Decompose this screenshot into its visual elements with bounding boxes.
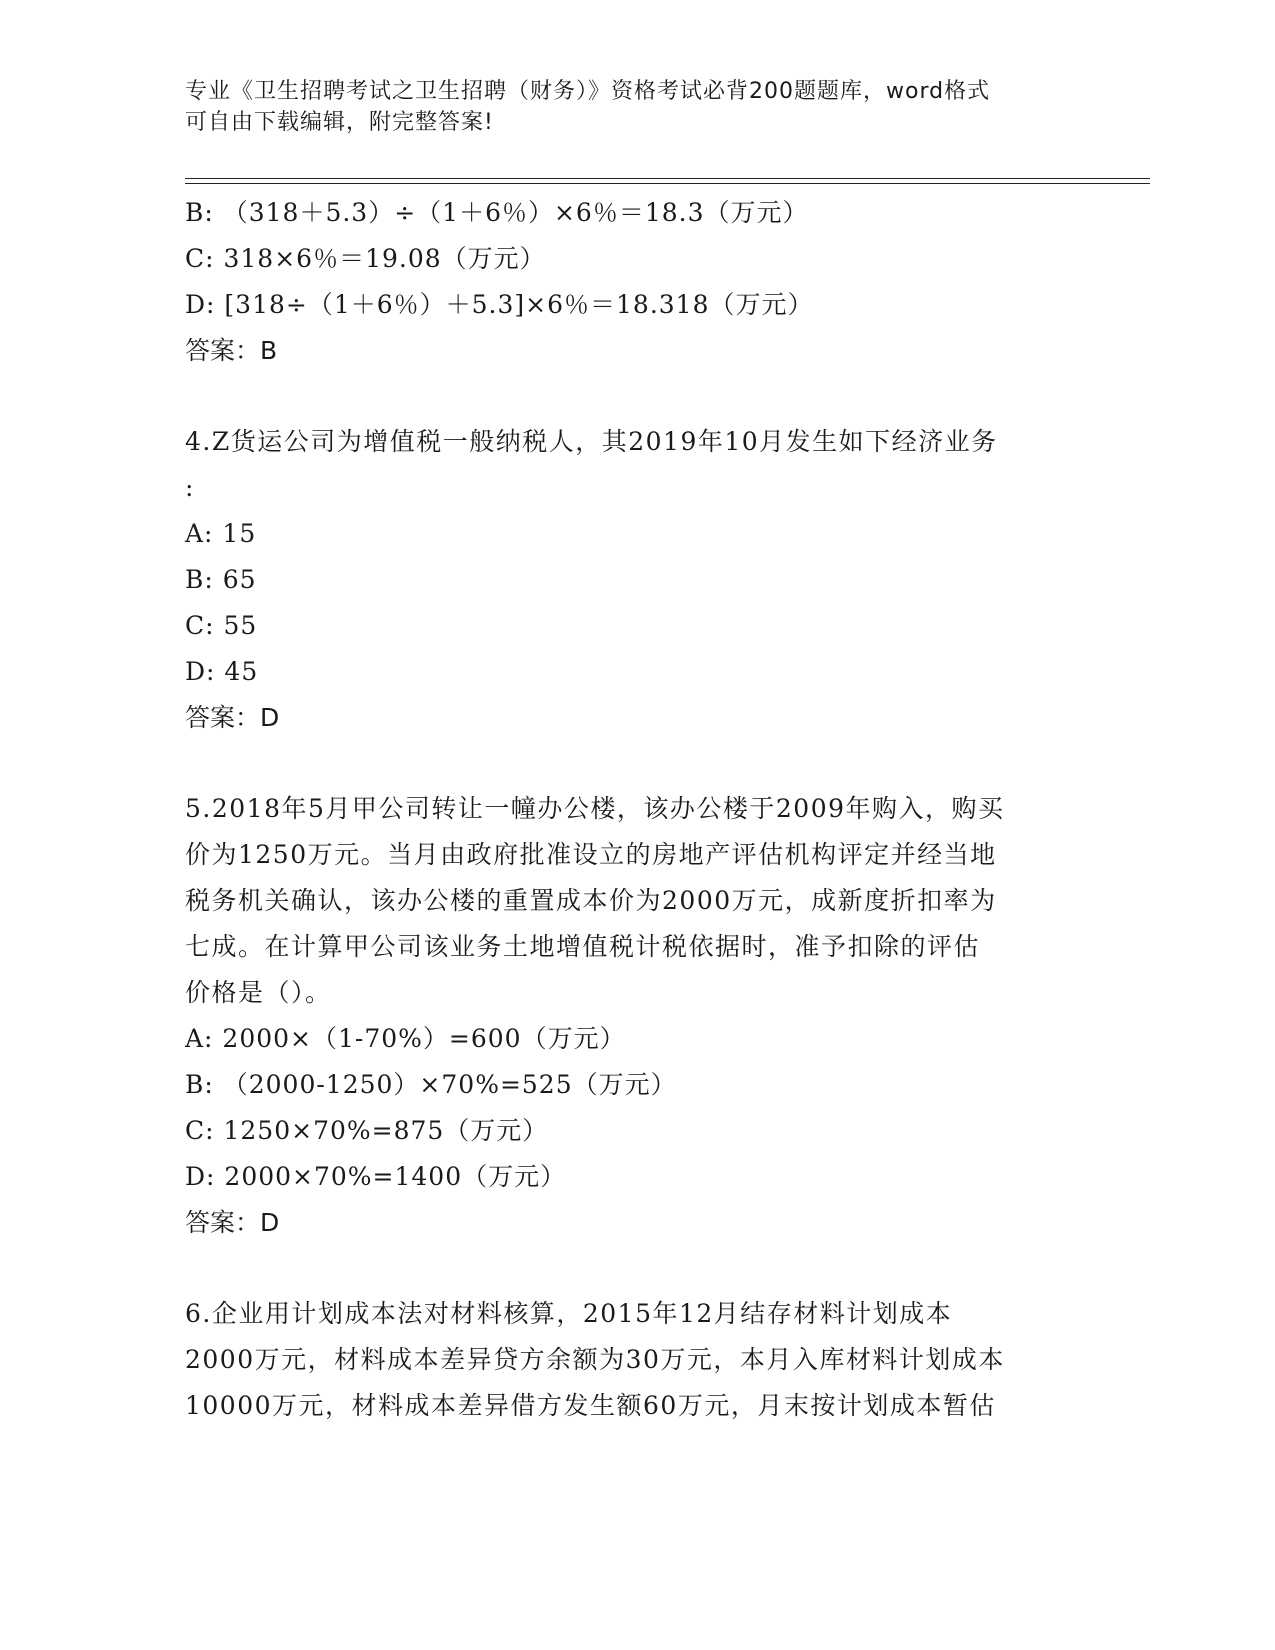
spacer — [185, 1246, 1085, 1291]
question-stem-line: 4.Z货运公司为增值税一般纳税人，其2019年10月发生如下经济业务 — [185, 427, 998, 456]
question-stem-line: 5.2018年5月甲公司转让一幢办公楼，该办公楼于2009年购入，购买 — [185, 794, 1005, 823]
question-stem-line: 10000万元，材料成本差异借方发生额60万元，月末按计划成本暂估 — [185, 1391, 996, 1420]
answer: 答案：B — [185, 336, 278, 365]
question-5 — [185, 786, 1085, 1246]
option-c: C: 318×6％＝19.08（万元） — [185, 244, 546, 273]
header-title-line-1: 专业《卫生招聘考试之卫生招聘（财务）》资格考试必背200题题库，word格式 — [185, 79, 991, 104]
option-b: B: （2000-1250）×70%=525（万元） — [185, 1070, 677, 1099]
option-d: D: 2000×70%=1400（万元） — [185, 1162, 567, 1191]
question-4 — [185, 419, 1085, 741]
question-6 — [185, 1291, 1085, 1429]
option-b: B: 65 — [185, 565, 257, 594]
option-d: D: 45 — [185, 657, 259, 686]
header-divider-bottom — [185, 183, 1150, 184]
question-stem-line: 2000万元，材料成本差异贷方余额为30万元，本月入库材料计划成本 — [185, 1345, 1005, 1374]
option-d: D: [318÷（1＋6％）＋5.3]×6％＝18.318（万元） — [185, 290, 814, 319]
question-stem-line: 税务机关确认，该办公楼的重置成本价为2000万元，成新度折扣率为 — [185, 886, 997, 915]
answer: 答案：D — [185, 1208, 280, 1237]
option-a: A: 15 — [185, 519, 257, 548]
spacer — [185, 374, 1085, 419]
document-header — [185, 76, 1085, 138]
question-stem-line: 价为1250万元。当月由政府批准设立的房地产评估机构评定并经当地 — [185, 840, 997, 869]
option-c: C: 55 — [185, 611, 258, 640]
option-c: C: 1250×70%=875（万元） — [185, 1116, 549, 1145]
answer: 答案：D — [185, 703, 280, 732]
option-a: A: 2000×（1-70%）=600（万元） — [185, 1024, 626, 1053]
question-3 — [185, 190, 1085, 374]
question-stem-line: : — [185, 473, 195, 502]
question-stem-line: 七成。在计算甲公司该业务土地增值税计税依据时，准予扣除的评估 — [185, 932, 981, 961]
question-stem-line: 6.企业用计划成本法对材料核算，2015年12月结存材料计划成本 — [185, 1299, 953, 1328]
question-stem-line: 价格是（）。 — [185, 978, 332, 1007]
question-list — [185, 190, 1085, 1429]
option-b: B: （318＋5.3）÷（1＋6％）×6％＝18.3（万元） — [185, 198, 809, 227]
spacer — [185, 741, 1085, 786]
header-divider-top — [185, 178, 1150, 179]
header-title-line-2: 可自由下载编辑，附完整答案! — [185, 110, 494, 135]
